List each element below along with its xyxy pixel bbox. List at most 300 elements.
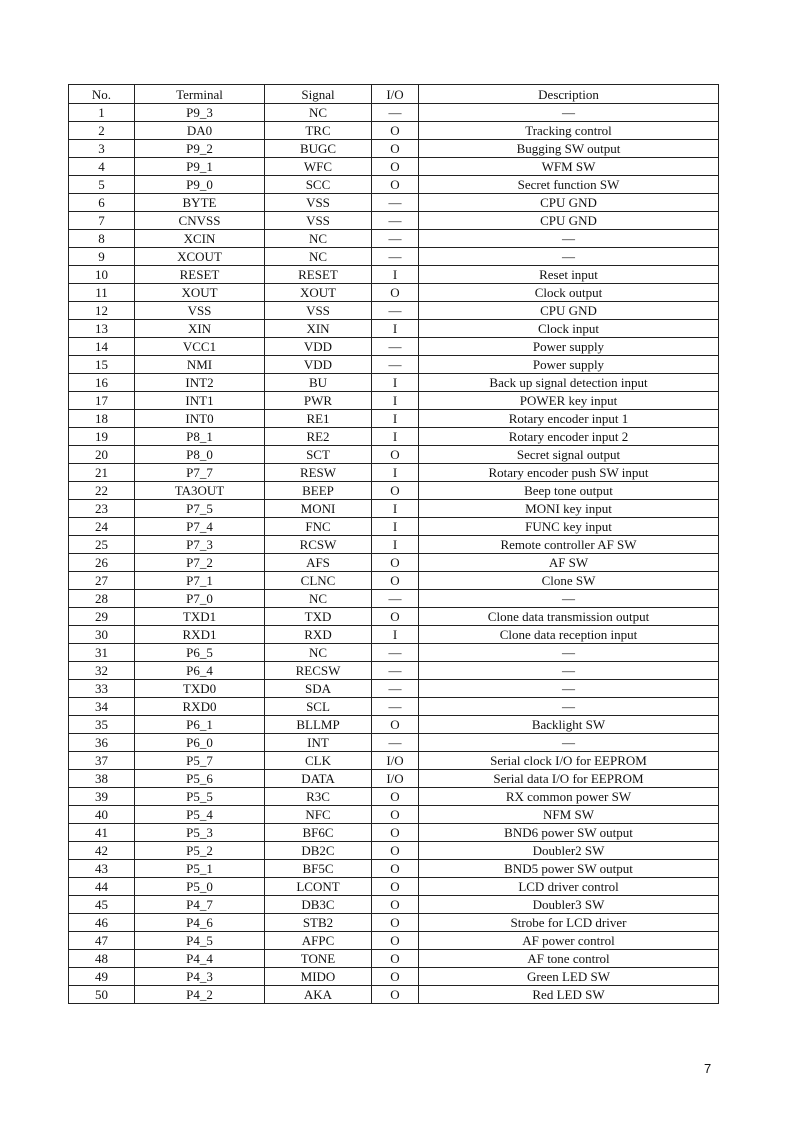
row-number-cell: 36 [69, 734, 135, 752]
row-number-cell: 38 [69, 770, 135, 788]
table-row [69, 860, 719, 878]
signal-cell: DB2C [265, 842, 372, 860]
signal-cell: MONI [265, 500, 372, 518]
description-cell: Secret signal output [419, 446, 719, 464]
io-cell: — [372, 662, 419, 680]
signal-cell: RE2 [265, 428, 372, 446]
table-row [69, 392, 719, 410]
io-cell: O [372, 950, 419, 968]
io-cell: O [372, 122, 419, 140]
io-cell: I [372, 266, 419, 284]
row-number-cell: 9 [69, 248, 135, 266]
signal-cell: FNC [265, 518, 372, 536]
signal-cell: XOUT [265, 284, 372, 302]
row-number-cell: 40 [69, 806, 135, 824]
io-cell: O [372, 824, 419, 842]
row-number-cell: 49 [69, 968, 135, 986]
row-number-cell: 14 [69, 338, 135, 356]
row-number-cell: 12 [69, 302, 135, 320]
io-cell: — [372, 644, 419, 662]
terminal-cell: P8_0 [135, 446, 265, 464]
description-cell: Serial clock I/O for EEPROM [419, 752, 719, 770]
table-row [69, 842, 719, 860]
io-cell: I [372, 392, 419, 410]
io-cell: O [372, 878, 419, 896]
table-row [69, 194, 719, 212]
description-cell: BND5 power SW output [419, 860, 719, 878]
description-cell: AF power control [419, 932, 719, 950]
io-cell: I [372, 428, 419, 446]
table-row [69, 284, 719, 302]
table-row [69, 410, 719, 428]
table-row [69, 734, 719, 752]
row-number-cell: 43 [69, 860, 135, 878]
row-number-cell: 7 [69, 212, 135, 230]
table-row [69, 302, 719, 320]
row-number-cell: 5 [69, 176, 135, 194]
header-terminal: Terminal [135, 85, 265, 104]
signal-cell: BEEP [265, 482, 372, 500]
row-number-cell: 42 [69, 842, 135, 860]
table-row [69, 896, 719, 914]
io-cell: — [372, 230, 419, 248]
signal-cell: BF5C [265, 860, 372, 878]
table-row [69, 428, 719, 446]
signal-cell: VDD [265, 356, 372, 374]
terminal-cell: P4_7 [135, 896, 265, 914]
io-cell: O [372, 158, 419, 176]
table-row [69, 320, 719, 338]
row-number-cell: 50 [69, 986, 135, 1004]
table-row [69, 122, 719, 140]
table-row [69, 482, 719, 500]
terminal-cell: XCOUT [135, 248, 265, 266]
row-number-cell: 48 [69, 950, 135, 968]
terminal-cell: P7_4 [135, 518, 265, 536]
signal-cell: INT [265, 734, 372, 752]
description-cell: CPU GND [419, 302, 719, 320]
signal-cell: TONE [265, 950, 372, 968]
row-number-cell: 10 [69, 266, 135, 284]
terminal-cell: CNVSS [135, 212, 265, 230]
description-cell: Bugging SW output [419, 140, 719, 158]
signal-cell: TXD [265, 608, 372, 626]
row-number-cell: 6 [69, 194, 135, 212]
table-row [69, 968, 719, 986]
table-row [69, 626, 719, 644]
description-cell: MONI key input [419, 500, 719, 518]
row-number-cell: 46 [69, 914, 135, 932]
signal-cell: NC [265, 644, 372, 662]
signal-cell: RECSW [265, 662, 372, 680]
io-cell: O [372, 446, 419, 464]
header-io: I/O [372, 85, 419, 104]
row-number-cell: 32 [69, 662, 135, 680]
description-cell: Clone data reception input [419, 626, 719, 644]
row-number-cell: 34 [69, 698, 135, 716]
table-row [69, 212, 719, 230]
pin-assignment-table [68, 84, 719, 1004]
io-cell: O [372, 554, 419, 572]
io-cell: I [372, 500, 419, 518]
description-cell: RX common power SW [419, 788, 719, 806]
row-number-cell: 22 [69, 482, 135, 500]
table-row [69, 554, 719, 572]
io-cell: O [372, 842, 419, 860]
signal-cell: DATA [265, 770, 372, 788]
description-cell: Back up signal detection input [419, 374, 719, 392]
terminal-cell: P5_3 [135, 824, 265, 842]
table-row [69, 644, 719, 662]
signal-cell: BUGC [265, 140, 372, 158]
terminal-cell: P4_2 [135, 986, 265, 1004]
signal-cell: VDD [265, 338, 372, 356]
table-row [69, 266, 719, 284]
table-row [69, 230, 719, 248]
row-number-cell: 2 [69, 122, 135, 140]
signal-cell: AFPC [265, 932, 372, 950]
description-cell: — [419, 248, 719, 266]
description-cell: — [419, 590, 719, 608]
io-cell: O [372, 140, 419, 158]
signal-cell: AFS [265, 554, 372, 572]
description-cell: BND6 power SW output [419, 824, 719, 842]
description-cell: FUNC key input [419, 518, 719, 536]
description-cell: Clock input [419, 320, 719, 338]
header-no: No. [69, 85, 135, 104]
row-number-cell: 44 [69, 878, 135, 896]
description-cell: — [419, 104, 719, 122]
terminal-cell: XOUT [135, 284, 265, 302]
io-cell: O [372, 896, 419, 914]
terminal-cell: P9_3 [135, 104, 265, 122]
row-number-cell: 33 [69, 680, 135, 698]
io-cell: O [372, 482, 419, 500]
description-cell: Rotary encoder push SW input [419, 464, 719, 482]
terminal-cell: RESET [135, 266, 265, 284]
row-number-cell: 17 [69, 392, 135, 410]
description-cell: Serial data I/O for EEPROM [419, 770, 719, 788]
terminal-cell: P6_0 [135, 734, 265, 752]
terminal-cell: INT2 [135, 374, 265, 392]
io-cell: I [372, 536, 419, 554]
description-cell: — [419, 230, 719, 248]
io-cell: — [372, 590, 419, 608]
terminal-cell: INT1 [135, 392, 265, 410]
table-row [69, 662, 719, 680]
row-number-cell: 27 [69, 572, 135, 590]
io-cell: — [372, 338, 419, 356]
row-number-cell: 16 [69, 374, 135, 392]
row-number-cell: 31 [69, 644, 135, 662]
io-cell: O [372, 176, 419, 194]
table-row [69, 500, 719, 518]
signal-cell: TRC [265, 122, 372, 140]
io-cell: O [372, 914, 419, 932]
signal-cell: MIDO [265, 968, 372, 986]
table-row [69, 590, 719, 608]
row-number-cell: 39 [69, 788, 135, 806]
signal-cell: VSS [265, 212, 372, 230]
terminal-cell: P5_4 [135, 806, 265, 824]
row-number-cell: 45 [69, 896, 135, 914]
terminal-cell: P5_5 [135, 788, 265, 806]
row-number-cell: 11 [69, 284, 135, 302]
description-cell: Rotary encoder input 1 [419, 410, 719, 428]
terminal-cell: P9_0 [135, 176, 265, 194]
description-cell: AF SW [419, 554, 719, 572]
row-number-cell: 15 [69, 356, 135, 374]
io-cell: O [372, 572, 419, 590]
signal-cell: WFC [265, 158, 372, 176]
io-cell: I/O [372, 752, 419, 770]
table-row [69, 248, 719, 266]
signal-cell: SCC [265, 176, 372, 194]
signal-cell: BLLMP [265, 716, 372, 734]
table-row [69, 716, 719, 734]
terminal-cell: P5_0 [135, 878, 265, 896]
io-cell: — [372, 248, 419, 266]
signal-cell: NC [265, 230, 372, 248]
io-cell: — [372, 194, 419, 212]
description-cell: — [419, 698, 719, 716]
row-number-cell: 8 [69, 230, 135, 248]
table-row [69, 356, 719, 374]
description-cell: Beep tone output [419, 482, 719, 500]
io-cell: — [372, 104, 419, 122]
table-row [69, 104, 719, 122]
table-row [69, 770, 719, 788]
signal-cell: DB3C [265, 896, 372, 914]
io-cell: — [372, 734, 419, 752]
description-cell: WFM SW [419, 158, 719, 176]
io-cell: I [372, 464, 419, 482]
terminal-cell: P7_3 [135, 536, 265, 554]
signal-cell: NC [265, 248, 372, 266]
terminal-cell: INT0 [135, 410, 265, 428]
description-cell: — [419, 734, 719, 752]
signal-cell: CLK [265, 752, 372, 770]
description-cell: NFM SW [419, 806, 719, 824]
table-row [69, 176, 719, 194]
terminal-cell: P5_6 [135, 770, 265, 788]
row-number-cell: 41 [69, 824, 135, 842]
row-number-cell: 21 [69, 464, 135, 482]
signal-cell: SDA [265, 680, 372, 698]
signal-cell: RXD [265, 626, 372, 644]
terminal-cell: P4_3 [135, 968, 265, 986]
description-cell: — [419, 644, 719, 662]
io-cell: O [372, 284, 419, 302]
terminal-cell: TA3OUT [135, 482, 265, 500]
signal-cell: RCSW [265, 536, 372, 554]
io-cell: O [372, 806, 419, 824]
description-cell: POWER key input [419, 392, 719, 410]
terminal-cell: P7_5 [135, 500, 265, 518]
row-number-cell: 4 [69, 158, 135, 176]
table-row [69, 518, 719, 536]
table-row [69, 374, 719, 392]
signal-cell: RE1 [265, 410, 372, 428]
io-cell: I [372, 518, 419, 536]
row-number-cell: 28 [69, 590, 135, 608]
table-row [69, 572, 719, 590]
description-cell: CPU GND [419, 212, 719, 230]
signal-cell: XIN [265, 320, 372, 338]
row-number-cell: 23 [69, 500, 135, 518]
description-cell: Reset input [419, 266, 719, 284]
io-cell: I/O [372, 770, 419, 788]
table-row [69, 446, 719, 464]
description-cell: Doubler2 SW [419, 842, 719, 860]
description-cell: Secret function SW [419, 176, 719, 194]
terminal-cell: DA0 [135, 122, 265, 140]
terminal-cell: P6_4 [135, 662, 265, 680]
table-row [69, 878, 719, 896]
table-row [69, 806, 719, 824]
io-cell: I [372, 626, 419, 644]
table-row [69, 140, 719, 158]
page-number: 7 [704, 1061, 712, 1076]
table-row [69, 338, 719, 356]
terminal-cell: NMI [135, 356, 265, 374]
terminal-cell: VCC1 [135, 338, 265, 356]
terminal-cell: XIN [135, 320, 265, 338]
io-cell: — [372, 212, 419, 230]
terminal-cell: XCIN [135, 230, 265, 248]
io-cell: O [372, 788, 419, 806]
signal-cell: STB2 [265, 914, 372, 932]
signal-cell: NFC [265, 806, 372, 824]
io-cell: — [372, 698, 419, 716]
table-row [69, 158, 719, 176]
terminal-cell: P4_5 [135, 932, 265, 950]
row-number-cell: 20 [69, 446, 135, 464]
table-row [69, 950, 719, 968]
description-cell: AF tone control [419, 950, 719, 968]
description-cell: Green LED SW [419, 968, 719, 986]
description-cell: Clock output [419, 284, 719, 302]
signal-cell: PWR [265, 392, 372, 410]
terminal-cell: P4_4 [135, 950, 265, 968]
table-row [69, 608, 719, 626]
terminal-cell: P7_2 [135, 554, 265, 572]
signal-cell: RESET [265, 266, 372, 284]
description-cell: Red LED SW [419, 986, 719, 1004]
table-header-row [69, 85, 719, 104]
signal-cell: RESW [265, 464, 372, 482]
terminal-cell: P4_6 [135, 914, 265, 932]
row-number-cell: 18 [69, 410, 135, 428]
signal-cell: SCT [265, 446, 372, 464]
row-number-cell: 47 [69, 932, 135, 950]
description-cell: Tracking control [419, 122, 719, 140]
terminal-cell: P5_7 [135, 752, 265, 770]
terminal-cell: P7_1 [135, 572, 265, 590]
signal-cell: NC [265, 590, 372, 608]
row-number-cell: 29 [69, 608, 135, 626]
description-cell: Clone SW [419, 572, 719, 590]
table-row [69, 536, 719, 554]
io-cell: O [372, 716, 419, 734]
row-number-cell: 13 [69, 320, 135, 338]
terminal-cell: TXD1 [135, 608, 265, 626]
header-description: Description [419, 85, 719, 104]
signal-cell: R3C [265, 788, 372, 806]
table-row [69, 914, 719, 932]
description-cell: — [419, 680, 719, 698]
io-cell: O [372, 968, 419, 986]
description-cell: Remote controller AF SW [419, 536, 719, 554]
terminal-cell: BYTE [135, 194, 265, 212]
terminal-cell: P5_1 [135, 860, 265, 878]
terminal-cell: TXD0 [135, 680, 265, 698]
terminal-cell: VSS [135, 302, 265, 320]
row-number-cell: 3 [69, 140, 135, 158]
description-cell: Clone data transmission output [419, 608, 719, 626]
signal-cell: AKA [265, 986, 372, 1004]
signal-cell: SCL [265, 698, 372, 716]
terminal-cell: P7_7 [135, 464, 265, 482]
signal-cell: CLNC [265, 572, 372, 590]
io-cell: I [372, 374, 419, 392]
table-row [69, 986, 719, 1004]
description-cell: Rotary encoder input 2 [419, 428, 719, 446]
description-cell: CPU GND [419, 194, 719, 212]
description-cell: Power supply [419, 338, 719, 356]
io-cell: — [372, 356, 419, 374]
io-cell: O [372, 932, 419, 950]
description-cell: Strobe for LCD driver [419, 914, 719, 932]
row-number-cell: 1 [69, 104, 135, 122]
io-cell: O [372, 860, 419, 878]
row-number-cell: 25 [69, 536, 135, 554]
row-number-cell: 24 [69, 518, 135, 536]
row-number-cell: 30 [69, 626, 135, 644]
io-cell: I [372, 410, 419, 428]
row-number-cell: 26 [69, 554, 135, 572]
description-cell: Power supply [419, 356, 719, 374]
table-row [69, 824, 719, 842]
header-signal: Signal [265, 85, 372, 104]
description-cell: — [419, 662, 719, 680]
table-row [69, 788, 719, 806]
row-number-cell: 19 [69, 428, 135, 446]
description-cell: LCD driver control [419, 878, 719, 896]
terminal-cell: P8_1 [135, 428, 265, 446]
table-row [69, 752, 719, 770]
table-row [69, 698, 719, 716]
io-cell: I [372, 320, 419, 338]
terminal-cell: P6_5 [135, 644, 265, 662]
signal-cell: BF6C [265, 824, 372, 842]
terminal-cell: P9_1 [135, 158, 265, 176]
io-cell: — [372, 302, 419, 320]
terminal-cell: RXD0 [135, 698, 265, 716]
row-number-cell: 35 [69, 716, 135, 734]
io-cell: O [372, 608, 419, 626]
table-body [69, 104, 719, 1004]
table-row [69, 932, 719, 950]
terminal-cell: RXD1 [135, 626, 265, 644]
terminal-cell: P5_2 [135, 842, 265, 860]
row-number-cell: 37 [69, 752, 135, 770]
table-row [69, 464, 719, 482]
signal-cell: NC [265, 104, 372, 122]
io-cell: O [372, 986, 419, 1004]
description-cell: Backlight SW [419, 716, 719, 734]
signal-cell: VSS [265, 194, 372, 212]
